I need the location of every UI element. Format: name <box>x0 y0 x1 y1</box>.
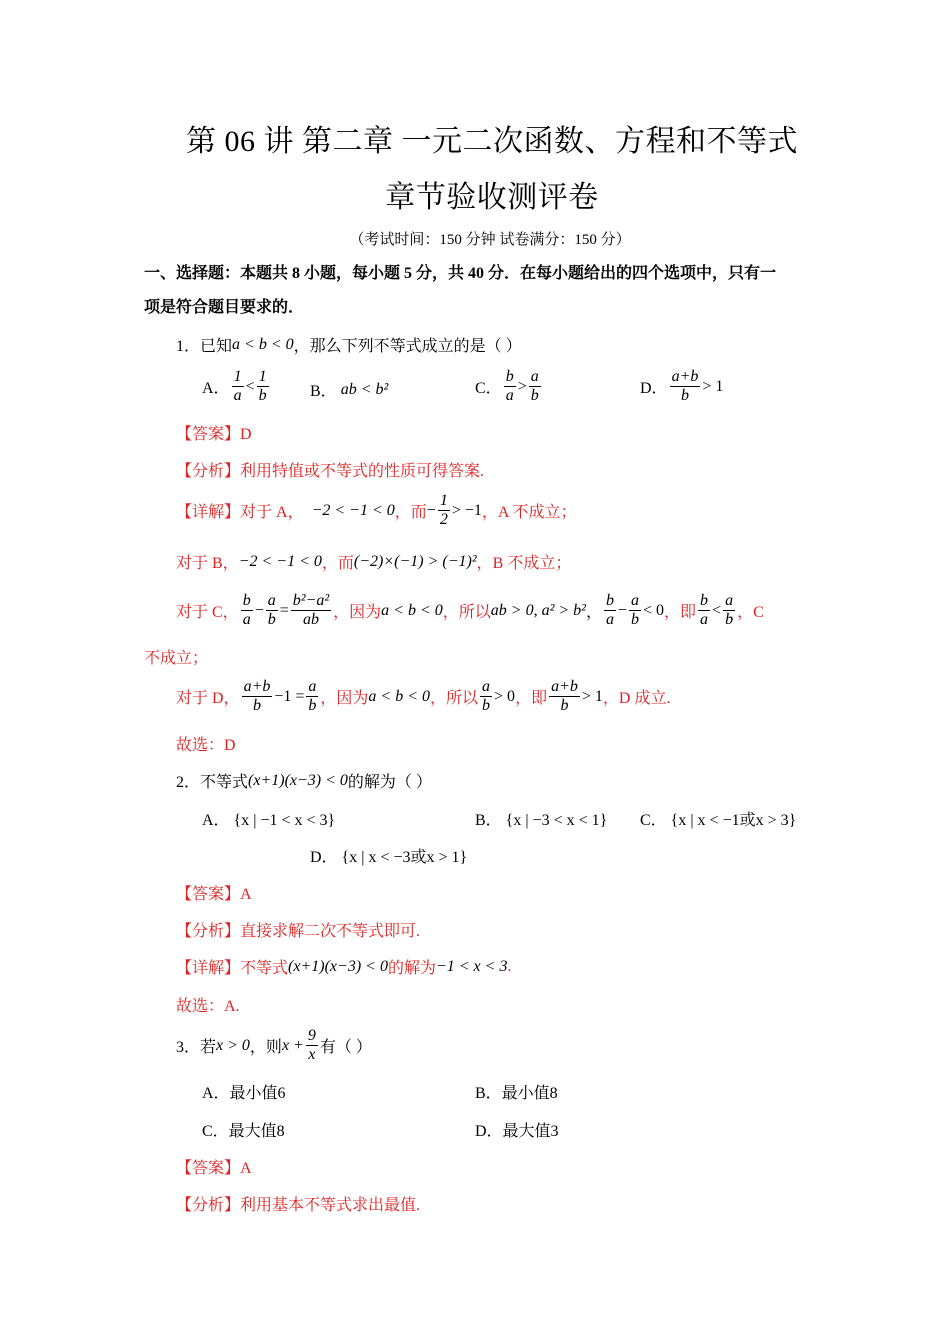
fraction-num: a <box>530 368 539 385</box>
question-1-stem <box>176 333 522 356</box>
symbol: > 1 <box>581 687 603 705</box>
fraction <box>306 678 318 715</box>
detail-math: (x+1)(x−3) < 0 <box>288 957 388 975</box>
fraction-den: b <box>308 697 317 714</box>
detail-text: 对于 D， <box>176 690 240 707</box>
detail-text: ，A 不成立； <box>481 504 577 521</box>
page-title-line2: 章节验收测评卷 <box>385 181 599 214</box>
q1-stem-post: ，那么下列不等式成立的是（ ） <box>293 338 522 355</box>
symbol: > 1 <box>702 377 724 395</box>
answer-value: D <box>240 426 252 443</box>
detail-text: ，D 成立. <box>602 690 671 707</box>
fraction-den: b <box>267 611 276 628</box>
fraction <box>306 1027 318 1064</box>
q1-option-b <box>310 378 388 401</box>
fraction-num: b²−a² <box>292 592 330 609</box>
fraction <box>242 678 273 715</box>
option-label: C． <box>475 380 502 397</box>
detail-text: 对于 A， <box>240 504 304 521</box>
fraction <box>257 368 269 405</box>
q3-stem-post: 有（ ） <box>319 1039 372 1056</box>
detail-math: −2 < −1 < 0 <box>311 501 395 519</box>
fraction <box>698 592 710 629</box>
detail-text: ，即 <box>515 690 548 707</box>
symbol: > 0 <box>494 687 516 705</box>
q2-detail <box>176 955 511 978</box>
symbol: −1 = <box>274 687 305 705</box>
fraction-num: a+b <box>671 368 699 385</box>
fraction <box>504 368 516 405</box>
detail-text: ，所以 <box>442 604 491 621</box>
fraction-den: x <box>308 1046 316 1063</box>
fraction <box>291 592 331 629</box>
option-label: D． <box>640 380 668 397</box>
q3-analysis <box>176 1192 420 1215</box>
fraction-den: ab <box>302 611 319 628</box>
detail-text: ，即 <box>664 604 697 621</box>
fraction-num: 1 <box>439 492 448 509</box>
fraction-den: b <box>560 697 569 714</box>
question-3-stem <box>176 1027 372 1064</box>
detail-math: a < b < 0 <box>381 601 443 619</box>
fraction-num: 1 <box>258 368 267 385</box>
q1-option-a <box>202 368 271 405</box>
detail-text: ，而 <box>394 504 427 521</box>
symbol: < <box>245 377 255 395</box>
fraction-den: a <box>505 387 514 404</box>
q1-option-c <box>475 368 543 405</box>
fraction-num: a <box>631 592 639 609</box>
fraction-num: b <box>700 592 709 609</box>
fraction-den: b <box>252 697 261 714</box>
q3-option-b: B．最小值8 <box>475 1085 558 1102</box>
fraction <box>529 368 541 405</box>
q1-option-b-expr: ab < b² <box>340 380 389 398</box>
fraction-num: a+b <box>551 678 578 695</box>
detail-text: ，因为 <box>320 690 369 707</box>
detail-text: 不等式 <box>240 960 289 977</box>
answer-tag: 【答案】 <box>176 886 241 903</box>
detail-text: . <box>507 957 512 975</box>
detail-text: ，C <box>737 604 764 621</box>
detail-math: a < b < 0 <box>368 687 431 705</box>
q2-stem-pre: 2．不等式 <box>176 774 249 791</box>
analysis-tag: 【分析】 <box>176 923 241 940</box>
q1-detail-a <box>176 492 577 529</box>
detail-math: (−2)×(−1) > (−1)² <box>353 552 477 570</box>
detail-math: ab > 0, a² > b² <box>490 601 586 619</box>
q1-detail-b <box>176 550 571 573</box>
fraction <box>723 592 735 629</box>
q1-detail-c: 对于 C， $\frac{b}{a}$ − $\frac{a}{b}$ = $\frac{\text{b²−a²}}{ab}$ ，因为 a < b < 0 ，所以 ab > 0, a² > b² ， $\frac{b}{a}$ − $\frac{a}{b}$ < 0 ，即 $\frac{b}{a}$ < $\frac{a}{b}$ ，C <box>176 592 764 628</box>
exam-info: （考试时间：150 分钟 试卷满分：150 分） <box>349 232 631 248</box>
fraction-num: a <box>725 592 734 609</box>
detail-text: 对于 B， <box>176 555 239 572</box>
analysis-text: 利用特值或不等式的性质可得答案. <box>240 463 485 480</box>
fraction-den: b <box>530 387 539 404</box>
symbol: < 0 <box>643 601 665 619</box>
detail-math: −1 < x < 3 <box>435 957 508 975</box>
q2-option-d: D． {x | x < −3或x > 1} <box>310 849 468 866</box>
detail-tag: 【详解】 <box>176 960 241 977</box>
fraction-den: a <box>242 611 251 628</box>
option-label: A． <box>202 380 230 397</box>
fraction <box>670 368 701 405</box>
fraction-den: b <box>258 387 267 404</box>
q1-option-d <box>640 368 723 405</box>
fraction-num: a <box>482 678 491 695</box>
q2-option-b: B． {x | −3 < x < 1} <box>475 812 608 829</box>
fraction-num: b <box>505 368 514 385</box>
q2-expr: (x+1)(x−3) < 0 <box>248 771 348 789</box>
fraction <box>604 592 616 629</box>
q3-option-c: C．最大值8 <box>202 1123 285 1140</box>
fraction-den: b <box>482 697 491 714</box>
detail-math: −2 < −1 < 0 <box>238 552 322 570</box>
q3-stem-pre: 3．若 <box>176 1039 217 1056</box>
detail-text: ，而 <box>321 555 354 572</box>
q2-choose: 故选：A. <box>176 998 240 1015</box>
page-title: 第 06 讲 第二章 一元二次函数、方程和不等式 <box>186 125 798 158</box>
symbol: < <box>712 601 722 619</box>
q1-detail-d <box>176 678 670 715</box>
fraction-den: a <box>605 611 614 628</box>
q1-detail-c-line2: 不成立； <box>144 650 209 667</box>
fraction-num: b <box>242 592 251 609</box>
q2-analysis <box>176 918 420 941</box>
detail-text: ，因为 <box>333 604 382 621</box>
fraction-den: 2 <box>439 511 448 528</box>
analysis-text: 直接求解二次不等式即可. <box>240 923 421 940</box>
option-label: B． <box>310 383 337 400</box>
q3-answer <box>176 1155 252 1178</box>
fraction-num: a <box>308 678 317 695</box>
q1-stem-pre: 1．已知 <box>176 338 233 355</box>
fraction-den: b <box>631 611 639 628</box>
detail-text: ，所以 <box>430 690 479 707</box>
fraction-num: a <box>267 592 276 609</box>
q2-option-c: C． {x | x < −1或x > 3} <box>640 812 797 829</box>
detail-text: ，B 不成立； <box>476 555 572 572</box>
symbol: x + <box>281 1036 304 1054</box>
analysis-text: 利用基本不等式求出最值. <box>240 1197 421 1214</box>
detail-text: 的解为 <box>387 960 436 977</box>
question-2-stem <box>176 769 432 792</box>
q2-option-a: A． {x | −1 < x < 3} <box>202 812 336 829</box>
fraction <box>549 678 580 715</box>
symbol: − <box>426 501 436 519</box>
fraction-den: b <box>725 611 734 628</box>
analysis-tag: 【分析】 <box>176 463 241 480</box>
section-heading-line2: 项是符合题目要求的． <box>144 299 305 316</box>
symbol: − <box>254 601 264 619</box>
fraction-num: b <box>605 592 614 609</box>
fraction-num: 1 <box>233 368 242 385</box>
section-heading: 一、选择题：本题共 8 小题，每小题 5 分，共 40 分．在每小题给出的四个选项中，只有一 <box>144 265 777 282</box>
answer-value: A <box>240 1160 252 1177</box>
fraction <box>438 492 450 529</box>
q1-choose: 故选：D <box>176 737 236 754</box>
fraction-den: b <box>680 387 689 404</box>
q1-condition: a < b < 0 <box>232 335 294 353</box>
detail-text: 对于 C， <box>176 604 239 621</box>
analysis-tag: 【分析】 <box>176 1197 241 1214</box>
q3-stem-mid: ，则 <box>249 1039 282 1056</box>
q1-analysis <box>176 458 484 481</box>
fraction-den: a <box>233 387 242 404</box>
answer-tag: 【答案】 <box>176 426 241 443</box>
q2-stem-post: 的解为（ ） <box>347 774 432 791</box>
fraction-num: a+b <box>243 678 271 695</box>
fraction-num: 9 <box>307 1027 316 1044</box>
detail-tag: 【详解】 <box>176 504 241 521</box>
fraction <box>629 592 641 629</box>
q3-option-d: D．最大值3 <box>475 1123 559 1140</box>
q1-answer <box>176 421 252 444</box>
q2-answer <box>176 881 252 904</box>
symbol: = <box>279 601 289 619</box>
answer-value: A <box>240 886 252 903</box>
answer-tag: 【答案】 <box>176 1160 241 1177</box>
q3-option-a: A．最小值6 <box>202 1085 286 1102</box>
q3-condition: x > 0 <box>216 1036 250 1054</box>
symbol: > −1 <box>451 501 482 519</box>
fraction-den: a <box>700 611 709 628</box>
fraction <box>241 592 253 629</box>
fraction <box>266 592 278 629</box>
symbol: − <box>617 601 627 619</box>
fraction <box>480 678 492 715</box>
symbol: > <box>517 377 527 395</box>
fraction <box>232 368 244 405</box>
